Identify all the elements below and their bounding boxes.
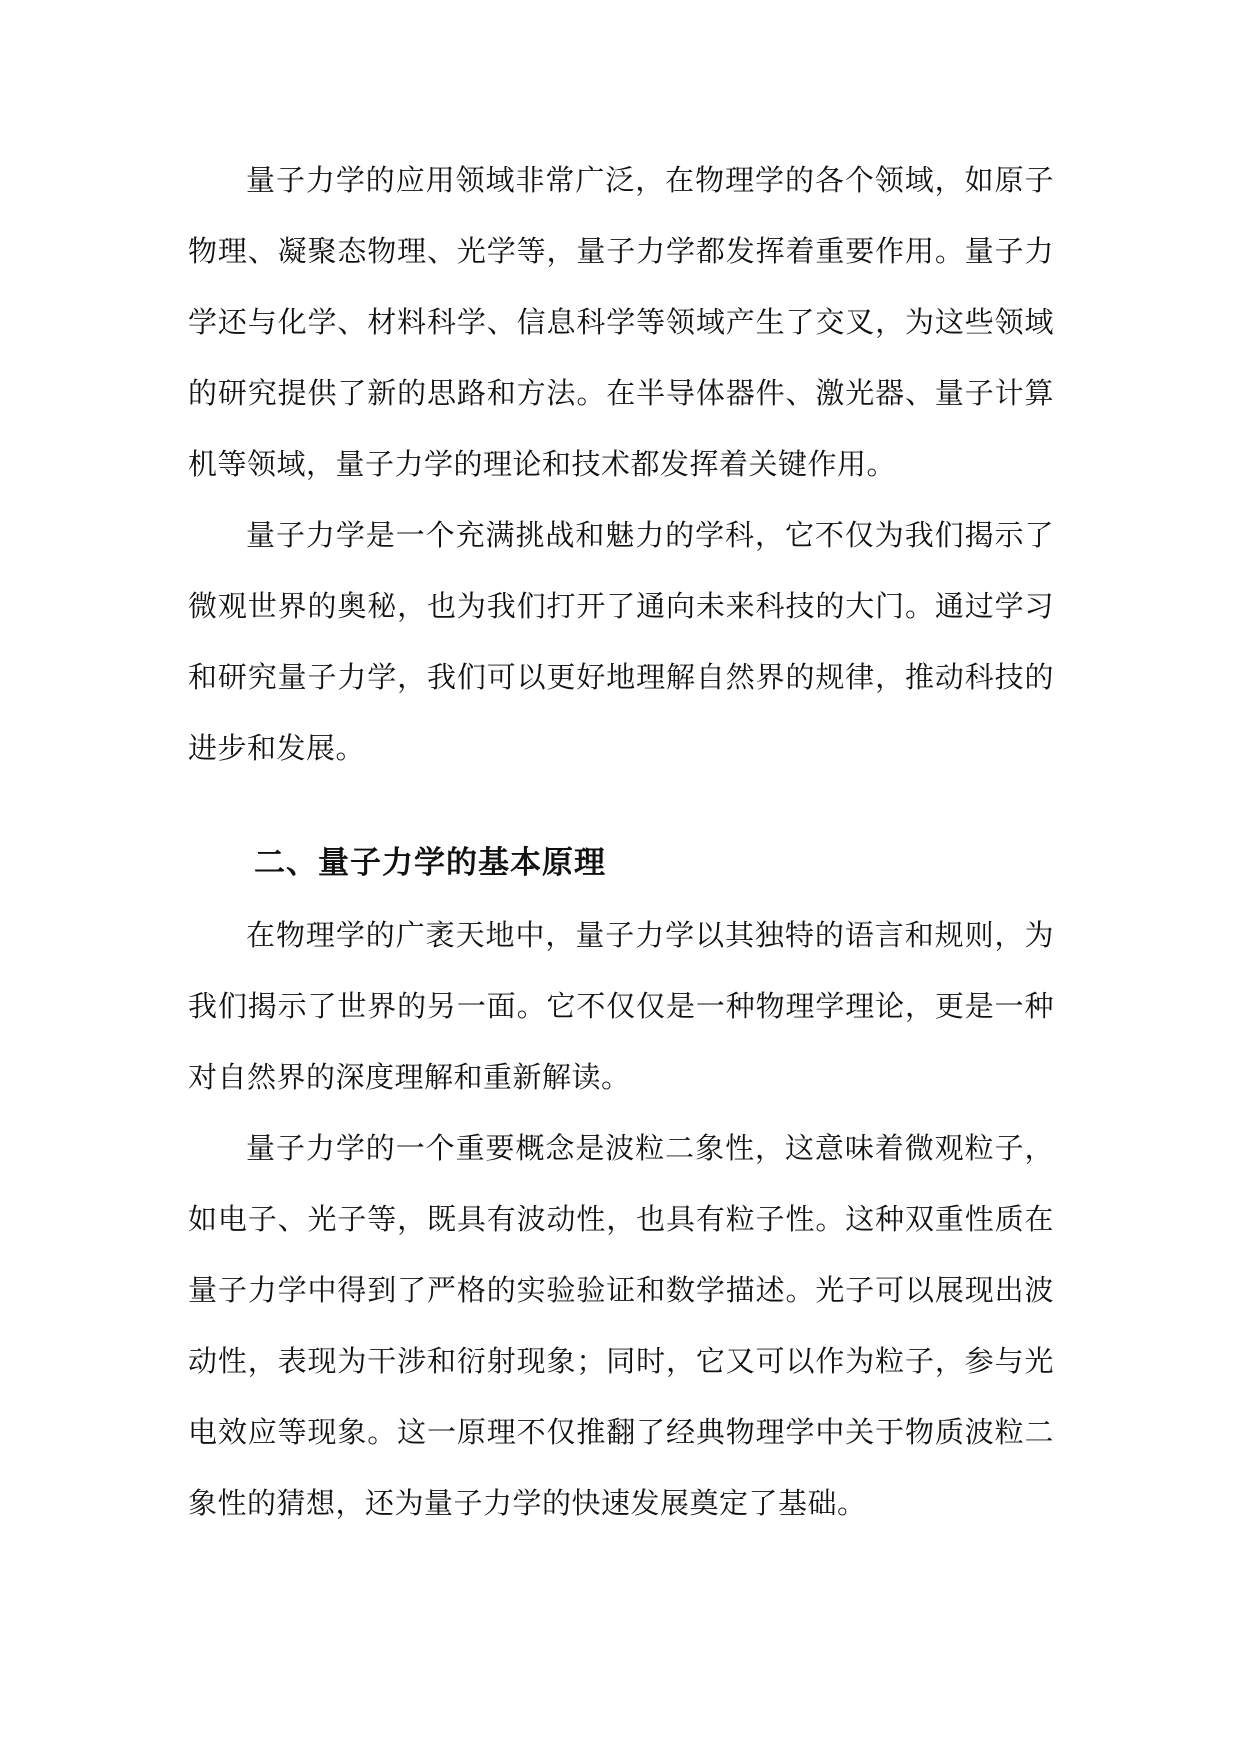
section-heading: 二、量子力学的基本原理 [254,845,606,881]
paragraph-wave-particle: 量子力学的一个重要概念是波粒二象性，这意味着微观粒子，如电子、光子等，既具有波动性，也具有粒子性。这种双重性质在量子力学中得到了严格的实验验证和数学描述。光子可以展现出波动性，表现为干涉和衍射现象；同时，它又可以作为粒子，参与光电效应等现象。这一原理不仅推翻了经典物理学中关于物质波粒二象性的猜想，还为量子力学的快速发展奠定了基础。 [188,1131,1054,1520]
paragraph-challenge: 量子力学是一个充满挑战和魅力的学科，它不仅为我们揭示了微观世界的奥秘，也为我们打开了通向未来科技的大门。通过学习和研究量子力学，我们可以更好地理解自然界的规律，推动科技的进步和发展。 [188,518,1054,765]
paragraph-intro-principles: 在物理学的广袤天地中，量子力学以其独特的语言和规则，为我们揭示了世界的另一面。它不仅仅是一种物理学理论，更是一种对自然界的深度理解和重新解读。 [188,918,1054,1094]
document-body [188,145,1054,1539]
paragraph-applications: 量子力学的应用领域非常广泛，在物理学的各个领域，如原子物理、凝聚态物理、光学等，量子力学都发挥着重要作用。量子力学还与化学、材料科学、信息科学等领域产生了交叉，为这些领域的研究提供了新的思路和方法。在半导体器件、激光器、量子计算机等领域，量子力学的理论和技术都发挥着关键作用。 [188,163,1054,481]
